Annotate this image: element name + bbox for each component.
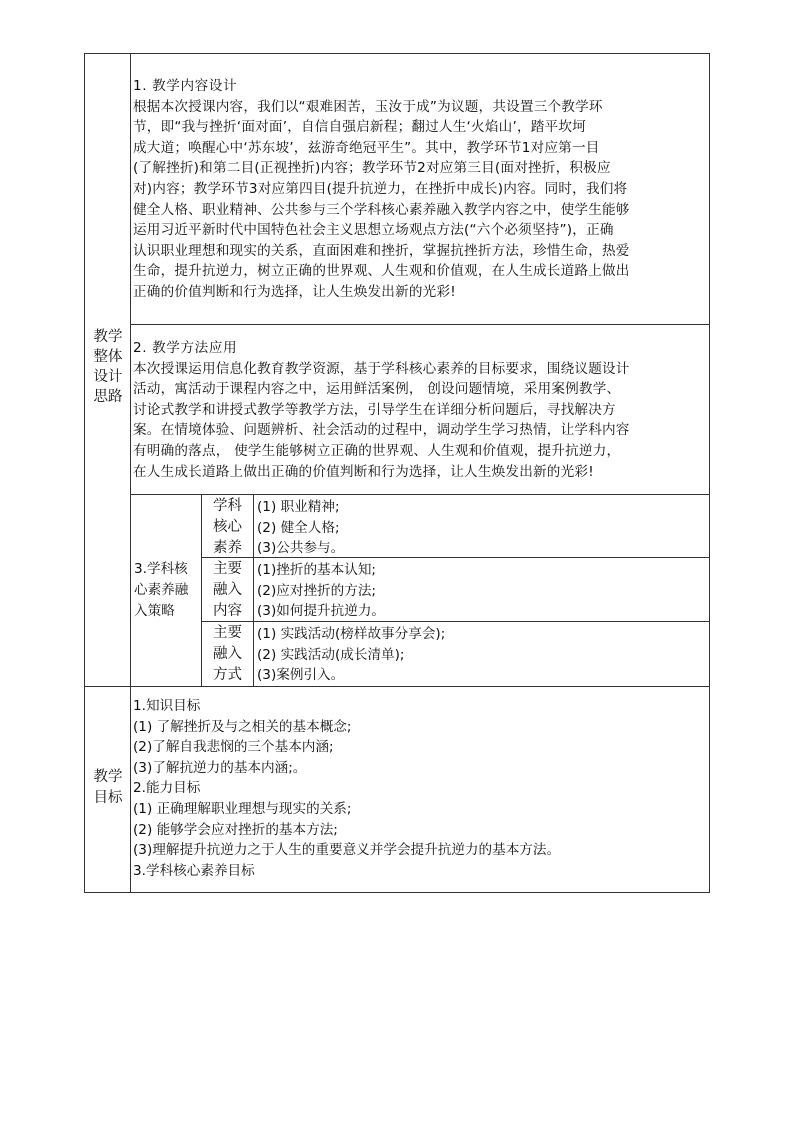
integration-strategy-label-line: 入策略 [134,603,175,619]
core-literacy-label-line: 素养 [213,540,242,556]
divider-method-strategy [130,494,710,495]
core-literacy-label-line: 学科 [213,498,242,514]
method-application-heading: 2. 教学方法应用 [133,340,238,356]
integration-content-items [257,560,385,622]
teaching-goals-label-line: 目标 [93,790,123,806]
list-item: (1) 职业精神; [257,499,340,515]
integration-strategy-label-line: 3.学科核 [134,561,188,577]
goal-line: 3.学科核心素养目标 [133,862,255,879]
paragraph-line: 案。在情境体验、问题辨析、社会活动的过程中，调动学生学习热情，让学科内容 [133,422,630,439]
method-application-section [133,338,708,482]
core-literacy-items [257,497,344,559]
overall-design-label-line: 设计 [93,369,123,385]
divider-strategy-sublabel [253,494,254,686]
divider-content-method [130,324,710,325]
paragraph-line: 运用习近平新时代中国特色社会主义思想立场观点方法(“六个必须坚持”)，正确 [133,222,614,239]
core-literacy-label [202,496,253,559]
integration-method-items [257,624,445,686]
paragraph-line: 健全人格、职业精神、公共参与三个学科核心素养融入教学内容之中，使学生能够 [133,201,630,218]
goal-line: (2) 能够学会应对挫折的基本方法; [133,821,338,838]
goal-line: (3)理解提升抗逆力之于人生的重要意义并学会提升抗逆力的基本方法。 [133,842,561,859]
list-item: (1) 实践活动(榜样故事分享会); [257,626,446,642]
goal-line: (3)了解抗逆力的基本内涵;。 [133,759,307,776]
overall-design-label-line: 教学 [93,329,123,345]
paragraph-line: 认识职业理想和现实的关系，直面困难和挫折，掌握抗挫折方法，珍惜生命，热爱 [133,242,630,259]
list-item: (2)应对挫折的方法; [257,582,376,599]
list-item: (2) 健全人格; [257,519,340,536]
teaching-goals-label-line: 教学 [93,769,123,785]
paragraph-line: 对)内容；教学环节3对应第四目(提升抗逆力，在挫折中成长)内容。同时，我们将 [133,180,628,197]
paragraph-line: 活动，寓活动于课程内容之中，运用鲜活案例， 创设问题情境，采用案例教学、 [133,381,621,398]
list-item: (1)挫折的基本认知; [257,562,376,578]
divider-label-column [130,53,131,893]
paragraph-line: 生命，提升抗逆力，树立正确的世界观、人生观和价值观，在人生成长道路上做出 [133,263,630,280]
integration-method-label-line: 主要 [213,625,242,641]
integration-method-label-line: 方式 [213,667,242,683]
paragraph-line: 节，即“我与挫折‘面对面’，自信自强启新程；翻过人生‘火焰山’，踏平坎坷 [133,119,586,136]
paragraph-line: 有明确的落点， 使学生能够树立正确的世界观、人生观和价值观，提升抗逆力， [133,442,621,459]
list-item: (3)公共参与。 [257,540,345,556]
integration-content-label [202,559,253,622]
list-item: (2) 实践活动(成长清单); [257,646,405,663]
divider-design-goals [84,686,710,687]
integration-strategy-label [134,559,188,622]
teaching-goals-content [133,696,560,881]
integration-strategy-label-line: 心素养融 [134,582,189,598]
paragraph-line: 本次授课运用信息化教育教学资源，基于学科核心素养的目标要求，围绕议题设计 [133,360,630,377]
goal-line: (1) 了解挫折及与之相关的基本概念; [133,718,352,735]
goal-line: 2.能力目标 [133,780,201,797]
paragraph-line: (了解挫折)和第二目(正视挫折)内容；教学环节2对应第三目(面对挫折，积极应 [133,160,611,177]
paragraph-line: 成大道；唤醒心中‘苏东坡’，兹游奇绝冠平生”。其中，教学环节1对应第一目 [133,139,600,156]
core-literacy-label-line: 核心 [213,519,242,535]
teaching-goals-label [86,767,130,809]
integration-method-label-line: 融入 [213,646,242,662]
integration-content-label-line: 内容 [213,603,242,619]
goal-line: (1) 正确理解职业理想与现实的关系; [133,800,352,817]
paragraph-line: 在人生成长道路上做出正确的价值判断和行为选择，让人生焕发出新的光彩! [133,463,594,480]
integration-content-label-line: 融入 [213,582,242,598]
list-item: (3)案例引入。 [257,667,345,683]
overall-design-label [86,327,130,407]
list-item: (3)如何提升抗逆力。 [257,603,386,619]
integration-content-label-line: 主要 [213,561,242,577]
goal-line: 1.知识目标 [133,698,201,714]
paragraph-line: 正确的价值判断和行为选择，让人生焕发出新的光彩! [133,283,456,300]
overall-design-label-line: 思路 [93,389,123,405]
paragraph-line: 根据本次授课内容，我们以“艰难困苦，玉汝于成”为议题，共设置三个教学环 [133,98,603,115]
integration-method-label [202,623,253,686]
content-design-section [133,76,708,303]
paragraph-line: 讨论式教学和讲授式教学等教学方法，引导学生在详细分析问题后，寻找解决方 [133,401,616,418]
overall-design-label-line: 整体 [93,349,123,365]
goal-line: (2)了解自我悲悯的三个基本内涵; [133,739,334,756]
content-design-heading: 1. 教学内容设计 [133,78,238,94]
